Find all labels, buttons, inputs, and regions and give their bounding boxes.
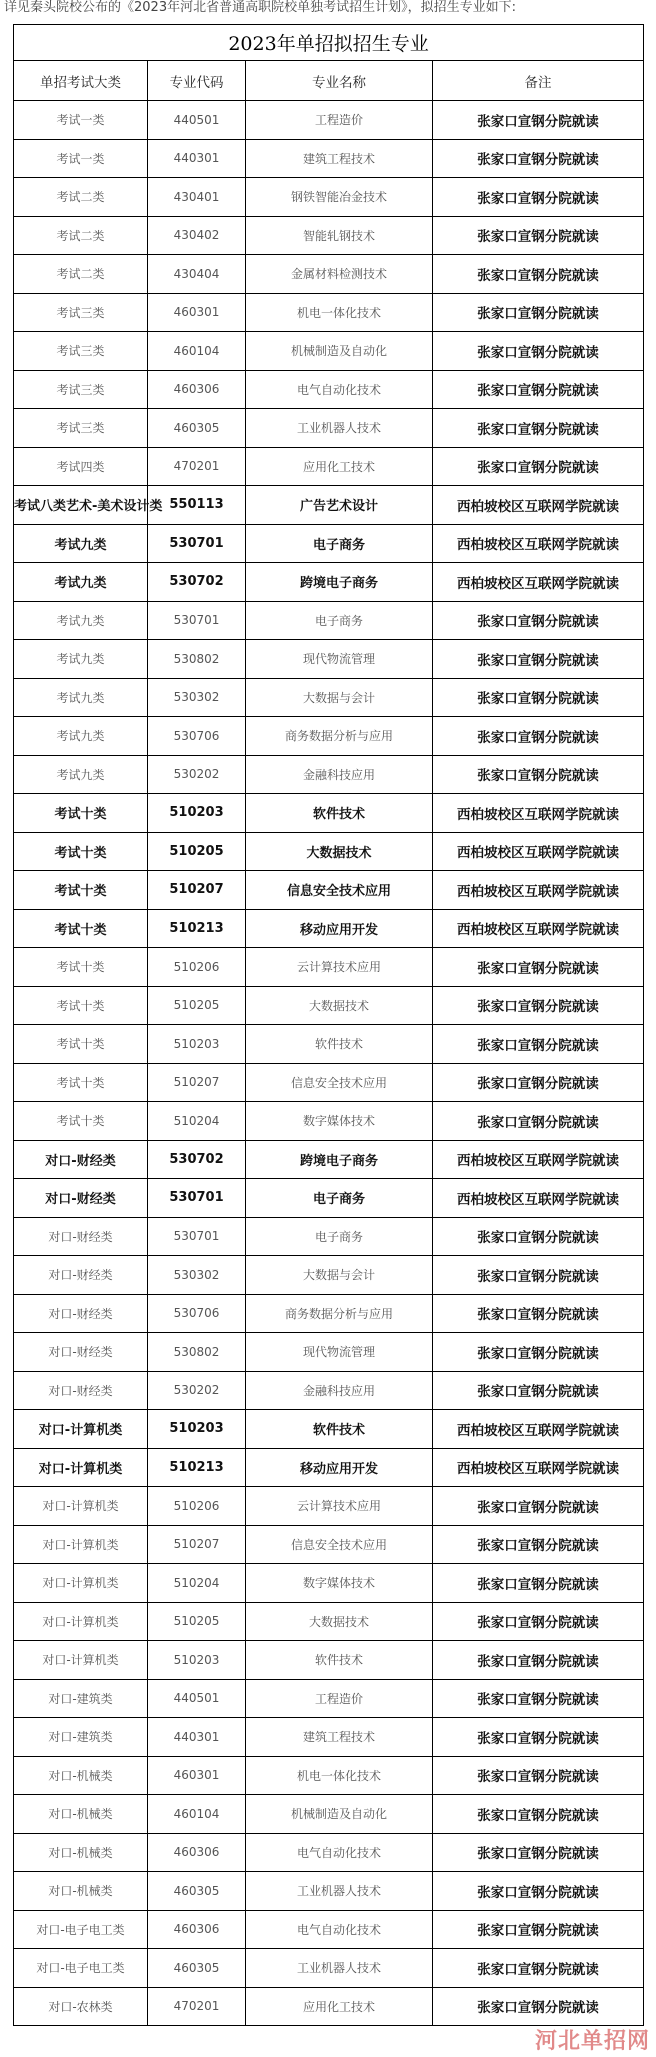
cell-major: 数字媒体技术 [246, 1564, 433, 1603]
cell-note: 张家口宣钢分院就读 [433, 1333, 644, 1372]
cell-major: 工程造价 [246, 1679, 433, 1718]
cell-major: 信息安全技术应用 [246, 1525, 433, 1564]
cell-category: 对口-机械类 [14, 1872, 148, 1911]
cell-note: 张家口宣钢分院就读 [433, 1371, 644, 1410]
table-row [14, 409, 644, 448]
cell-category: 对口-财经类 [14, 1333, 148, 1372]
cell-note: 张家口宣钢分院就读 [433, 1063, 644, 1102]
cell-category: 考试三类 [14, 409, 148, 448]
header-note: 备注 [433, 61, 644, 101]
cell-code: 460301 [148, 1756, 246, 1795]
cell-note: 西柏坡校区互联网学院就读 [433, 1179, 644, 1218]
cell-code: 510206 [148, 948, 246, 987]
table-row [14, 1910, 644, 1949]
enrollment-table-container [13, 24, 643, 2026]
cell-major: 信息安全技术应用 [246, 1063, 433, 1102]
cell-major: 跨境电子商务 [246, 563, 433, 602]
table-row [14, 1795, 644, 1834]
cell-code: 510203 [148, 794, 246, 833]
cell-note: 张家口宣钢分院就读 [433, 601, 644, 640]
table-row [14, 1140, 644, 1179]
cell-note: 西柏坡校区互联网学院就读 [433, 832, 644, 871]
cell-code: 470201 [148, 447, 246, 486]
table-row [14, 832, 644, 871]
cell-code: 440301 [148, 139, 246, 178]
cell-code: 510207 [148, 1525, 246, 1564]
table-row [14, 1410, 644, 1449]
cell-note: 张家口宣钢分院就读 [433, 1025, 644, 1064]
cell-category: 考试九类 [14, 755, 148, 794]
cell-category: 考试九类 [14, 524, 148, 563]
cell-major: 大数据与会计 [246, 678, 433, 717]
table-row [14, 101, 644, 140]
cell-code: 530706 [148, 1294, 246, 1333]
cell-code: 530202 [148, 755, 246, 794]
cell-code: 440301 [148, 1718, 246, 1757]
cell-major: 大数据技术 [246, 986, 433, 1025]
cell-category: 考试一类 [14, 139, 148, 178]
cell-major: 大数据与会计 [246, 1256, 433, 1295]
cell-category: 考试二类 [14, 255, 148, 294]
cell-code: 460306 [148, 370, 246, 409]
cell-category: 考试一类 [14, 101, 148, 140]
table-row [14, 717, 644, 756]
cell-code: 530202 [148, 1371, 246, 1410]
table-row [14, 1217, 644, 1256]
cell-category: 考试三类 [14, 332, 148, 371]
table-row [14, 755, 644, 794]
table-row [14, 1987, 644, 2026]
cell-major: 机电一体化技术 [246, 1756, 433, 1795]
cell-category: 对口-电子电工类 [14, 1910, 148, 1949]
cell-code: 460305 [148, 1949, 246, 1988]
cell-major: 电子商务 [246, 601, 433, 640]
table-row [14, 1179, 644, 1218]
table-row [14, 255, 644, 294]
cell-category: 对口-建筑类 [14, 1718, 148, 1757]
cell-major: 软件技术 [246, 1410, 433, 1449]
header-category: 单招考试大类 [14, 61, 148, 101]
cell-category: 对口-财经类 [14, 1294, 148, 1333]
cell-code: 530701 [148, 601, 246, 640]
cell-category: 对口-机械类 [14, 1756, 148, 1795]
cell-code: 510203 [148, 1025, 246, 1064]
cell-note: 西柏坡校区互联网学院就读 [433, 524, 644, 563]
table-row [14, 1872, 644, 1911]
table-row [14, 1102, 644, 1141]
cell-note: 西柏坡校区互联网学院就读 [433, 794, 644, 833]
cell-code: 470201 [148, 1987, 246, 2026]
cell-category: 考试九类 [14, 717, 148, 756]
table-row [14, 1679, 644, 1718]
cell-note: 张家口宣钢分院就读 [433, 409, 644, 448]
cell-major: 现代物流管理 [246, 640, 433, 679]
cell-code: 510213 [148, 1448, 246, 1487]
cell-major: 大数据技术 [246, 832, 433, 871]
cell-category: 考试十类 [14, 871, 148, 910]
cell-code: 510207 [148, 1063, 246, 1102]
table-row [14, 178, 644, 217]
cell-code: 530802 [148, 1333, 246, 1372]
cell-code: 440501 [148, 1679, 246, 1718]
cell-major: 电气自动化技术 [246, 1833, 433, 1872]
table-row [14, 1371, 644, 1410]
cell-category: 对口-电子电工类 [14, 1949, 148, 1988]
cell-code: 510203 [148, 1641, 246, 1680]
cell-category: 考试十类 [14, 832, 148, 871]
cell-major: 软件技术 [246, 794, 433, 833]
cell-note: 西柏坡校区互联网学院就读 [433, 1410, 644, 1449]
cell-note: 张家口宣钢分院就读 [433, 139, 644, 178]
cell-code: 460104 [148, 332, 246, 371]
cell-major: 电子商务 [246, 1179, 433, 1218]
cell-category: 考试十类 [14, 909, 148, 948]
table-row [14, 909, 644, 948]
cell-category: 考试二类 [14, 178, 148, 217]
cell-category: 考试十类 [14, 948, 148, 987]
table-row [14, 332, 644, 371]
table-header-row [14, 61, 644, 101]
cell-note: 张家口宣钢分院就读 [433, 1641, 644, 1680]
cell-major: 建筑工程技术 [246, 1718, 433, 1757]
cell-category: 考试十类 [14, 1025, 148, 1064]
cell-code: 530702 [148, 563, 246, 602]
cell-code: 530701 [148, 524, 246, 563]
cell-code: 530701 [148, 1217, 246, 1256]
cell-category: 对口-计算机类 [14, 1487, 148, 1526]
cell-code: 430404 [148, 255, 246, 294]
cell-note: 张家口宣钢分院就读 [433, 178, 644, 217]
cell-major: 电子商务 [246, 1217, 433, 1256]
table-row [14, 370, 644, 409]
cell-category: 对口-机械类 [14, 1833, 148, 1872]
cell-major: 商务数据分析与应用 [246, 1294, 433, 1333]
cell-category: 对口-财经类 [14, 1256, 148, 1295]
cell-category: 考试三类 [14, 370, 148, 409]
table-row [14, 216, 644, 255]
cell-category: 考试二类 [14, 216, 148, 255]
cell-major: 软件技术 [246, 1025, 433, 1064]
cell-code: 460301 [148, 293, 246, 332]
cell-note: 张家口宣钢分院就读 [433, 1872, 644, 1911]
cell-note: 张家口宣钢分院就读 [433, 1525, 644, 1564]
cell-major: 应用化工技术 [246, 1987, 433, 2026]
table-row [14, 794, 644, 833]
cell-category: 对口-计算机类 [14, 1602, 148, 1641]
enrollment-table [13, 24, 644, 2026]
cell-code: 460305 [148, 1872, 246, 1911]
table-row [14, 1294, 644, 1333]
cell-category: 对口-计算机类 [14, 1448, 148, 1487]
cell-category: 考试三类 [14, 293, 148, 332]
cell-note: 西柏坡校区互联网学院就读 [433, 486, 644, 525]
header-code: 专业代码 [148, 61, 246, 101]
table-row [14, 601, 644, 640]
cell-note: 张家口宣钢分院就读 [433, 447, 644, 486]
cell-note: 张家口宣钢分院就读 [433, 986, 644, 1025]
table-row [14, 139, 644, 178]
cell-note: 张家口宣钢分院就读 [433, 717, 644, 756]
cell-category: 考试十类 [14, 1102, 148, 1141]
cell-major: 信息安全技术应用 [246, 871, 433, 910]
cell-category: 考试八类艺术-美术设计类 [14, 486, 148, 525]
cell-category: 对口-财经类 [14, 1217, 148, 1256]
cell-code: 530702 [148, 1140, 246, 1179]
cell-note: 张家口宣钢分院就读 [433, 1217, 644, 1256]
cell-code: 510205 [148, 832, 246, 871]
cell-major: 金融科技应用 [246, 1371, 433, 1410]
cell-code: 530302 [148, 678, 246, 717]
cell-code: 530302 [148, 1256, 246, 1295]
cell-note: 张家口宣钢分院就读 [433, 332, 644, 371]
cell-note: 张家口宣钢分院就读 [433, 1795, 644, 1834]
cell-category: 对口-财经类 [14, 1179, 148, 1218]
cell-note: 张家口宣钢分院就读 [433, 640, 644, 679]
cell-major: 大数据技术 [246, 1602, 433, 1641]
cell-note: 张家口宣钢分院就读 [433, 1833, 644, 1872]
cell-note: 张家口宣钢分院就读 [433, 1718, 644, 1757]
table-row [14, 1718, 644, 1757]
table-row [14, 563, 644, 602]
cell-note: 张家口宣钢分院就读 [433, 101, 644, 140]
table-row [14, 524, 644, 563]
cell-category: 对口-农林类 [14, 1987, 148, 2026]
cell-major: 智能轧钢技术 [246, 216, 433, 255]
cell-code: 530706 [148, 717, 246, 756]
cell-category: 考试十类 [14, 1063, 148, 1102]
table-row [14, 1487, 644, 1526]
cell-code: 510204 [148, 1564, 246, 1603]
cell-note: 张家口宣钢分院就读 [433, 255, 644, 294]
cell-major: 软件技术 [246, 1641, 433, 1680]
cell-category: 对口-计算机类 [14, 1641, 148, 1680]
table-row [14, 1256, 644, 1295]
cell-category: 对口-财经类 [14, 1140, 148, 1179]
cell-note: 张家口宣钢分院就读 [433, 755, 644, 794]
watermark: 河北单招网 [534, 2028, 650, 2054]
cell-note: 西柏坡校区互联网学院就读 [433, 871, 644, 910]
cell-note: 张家口宣钢分院就读 [433, 678, 644, 717]
cell-note: 张家口宣钢分院就读 [433, 1987, 644, 2026]
table-row [14, 1641, 644, 1680]
cell-major: 机械制造及自动化 [246, 1795, 433, 1834]
cell-code: 510207 [148, 871, 246, 910]
cell-note: 张家口宣钢分院就读 [433, 1602, 644, 1641]
table-row [14, 1564, 644, 1603]
cell-major: 应用化工技术 [246, 447, 433, 486]
table-title: 2023年单招拟招生专业 [14, 25, 644, 61]
cell-note: 张家口宣钢分院就读 [433, 1256, 644, 1295]
cell-note: 张家口宣钢分院就读 [433, 948, 644, 987]
cell-category: 考试十类 [14, 986, 148, 1025]
cell-major: 电子商务 [246, 524, 433, 563]
table-row [14, 1525, 644, 1564]
cell-code: 510203 [148, 1410, 246, 1449]
cell-major: 钢铁智能冶金技术 [246, 178, 433, 217]
table-row [14, 1025, 644, 1064]
cell-major: 跨境电子商务 [246, 1140, 433, 1179]
cell-major: 机电一体化技术 [246, 293, 433, 332]
cell-major: 金融科技应用 [246, 755, 433, 794]
cell-category: 考试九类 [14, 640, 148, 679]
cell-category: 对口-计算机类 [14, 1525, 148, 1564]
cell-note: 张家口宣钢分院就读 [433, 1949, 644, 1988]
cell-note: 张家口宣钢分院就读 [433, 1102, 644, 1141]
cell-category: 考试十类 [14, 794, 148, 833]
cell-major: 金属材料检测技术 [246, 255, 433, 294]
cell-code: 530701 [148, 1179, 246, 1218]
cell-major: 移动应用开发 [246, 1448, 433, 1487]
cell-note: 西柏坡校区互联网学院就读 [433, 909, 644, 948]
intro-text: 详见秦头院校公布的《2023年河北省普通高职院校单独考试招生计划》，拟招生专业如下: [4, 0, 516, 15]
table-row [14, 640, 644, 679]
cell-note: 张家口宣钢分院就读 [433, 1756, 644, 1795]
cell-category: 考试九类 [14, 601, 148, 640]
cell-note: 张家口宣钢分院就读 [433, 1910, 644, 1949]
table-row [14, 1756, 644, 1795]
cell-note: 西柏坡校区互联网学院就读 [433, 1448, 644, 1487]
cell-major: 商务数据分析与应用 [246, 717, 433, 756]
cell-major: 云计算技术应用 [246, 948, 433, 987]
header-major: 专业名称 [246, 61, 433, 101]
cell-code: 460305 [148, 409, 246, 448]
cell-note: 张家口宣钢分院就读 [433, 1487, 644, 1526]
table-row [14, 1448, 644, 1487]
cell-code: 530802 [148, 640, 246, 679]
cell-category: 对口-计算机类 [14, 1410, 148, 1449]
cell-major: 广告艺术设计 [246, 486, 433, 525]
cell-major: 移动应用开发 [246, 909, 433, 948]
cell-note: 张家口宣钢分院就读 [433, 293, 644, 332]
cell-code: 440501 [148, 101, 246, 140]
cell-code: 510205 [148, 986, 246, 1025]
cell-note: 张家口宣钢分院就读 [433, 1679, 644, 1718]
cell-code: 430401 [148, 178, 246, 217]
cell-note: 张家口宣钢分院就读 [433, 216, 644, 255]
cell-major: 工业机器人技术 [246, 1949, 433, 1988]
cell-major: 云计算技术应用 [246, 1487, 433, 1526]
cell-code: 510204 [148, 1102, 246, 1141]
cell-major: 现代物流管理 [246, 1333, 433, 1372]
cell-code: 510205 [148, 1602, 246, 1641]
table-row [14, 486, 644, 525]
table-row [14, 678, 644, 717]
table-title-row [14, 25, 644, 61]
cell-category: 对口-财经类 [14, 1371, 148, 1410]
cell-note: 西柏坡校区互联网学院就读 [433, 1140, 644, 1179]
cell-major: 机械制造及自动化 [246, 332, 433, 371]
cell-note: 西柏坡校区互联网学院就读 [433, 563, 644, 602]
cell-code: 460306 [148, 1910, 246, 1949]
table-row [14, 1063, 644, 1102]
cell-category: 对口-计算机类 [14, 1564, 148, 1603]
table-row [14, 871, 644, 910]
cell-category: 考试九类 [14, 563, 148, 602]
cell-major: 电气自动化技术 [246, 370, 433, 409]
cell-category: 考试四类 [14, 447, 148, 486]
cell-note: 张家口宣钢分院就读 [433, 370, 644, 409]
table-row [14, 1833, 644, 1872]
cell-major: 建筑工程技术 [246, 139, 433, 178]
cell-code: 510206 [148, 1487, 246, 1526]
table-row [14, 1602, 644, 1641]
cell-note: 张家口宣钢分院就读 [433, 1564, 644, 1603]
cell-category: 对口-建筑类 [14, 1679, 148, 1718]
cell-major: 工业机器人技术 [246, 1872, 433, 1911]
table-row [14, 1333, 644, 1372]
cell-category: 对口-机械类 [14, 1795, 148, 1834]
cell-major: 工业机器人技术 [246, 409, 433, 448]
cell-major: 工程造价 [246, 101, 433, 140]
table-row [14, 1949, 644, 1988]
cell-major: 电气自动化技术 [246, 1910, 433, 1949]
cell-code: 460104 [148, 1795, 246, 1834]
table-row [14, 293, 644, 332]
cell-code: 460306 [148, 1833, 246, 1872]
table-row [14, 986, 644, 1025]
cell-major: 数字媒体技术 [246, 1102, 433, 1141]
cell-code: 510213 [148, 909, 246, 948]
cell-note: 张家口宣钢分院就读 [433, 1294, 644, 1333]
cell-code: 550113 [148, 486, 246, 525]
table-row [14, 447, 644, 486]
cell-code: 430402 [148, 216, 246, 255]
table-row [14, 948, 644, 987]
cell-category: 考试九类 [14, 678, 148, 717]
